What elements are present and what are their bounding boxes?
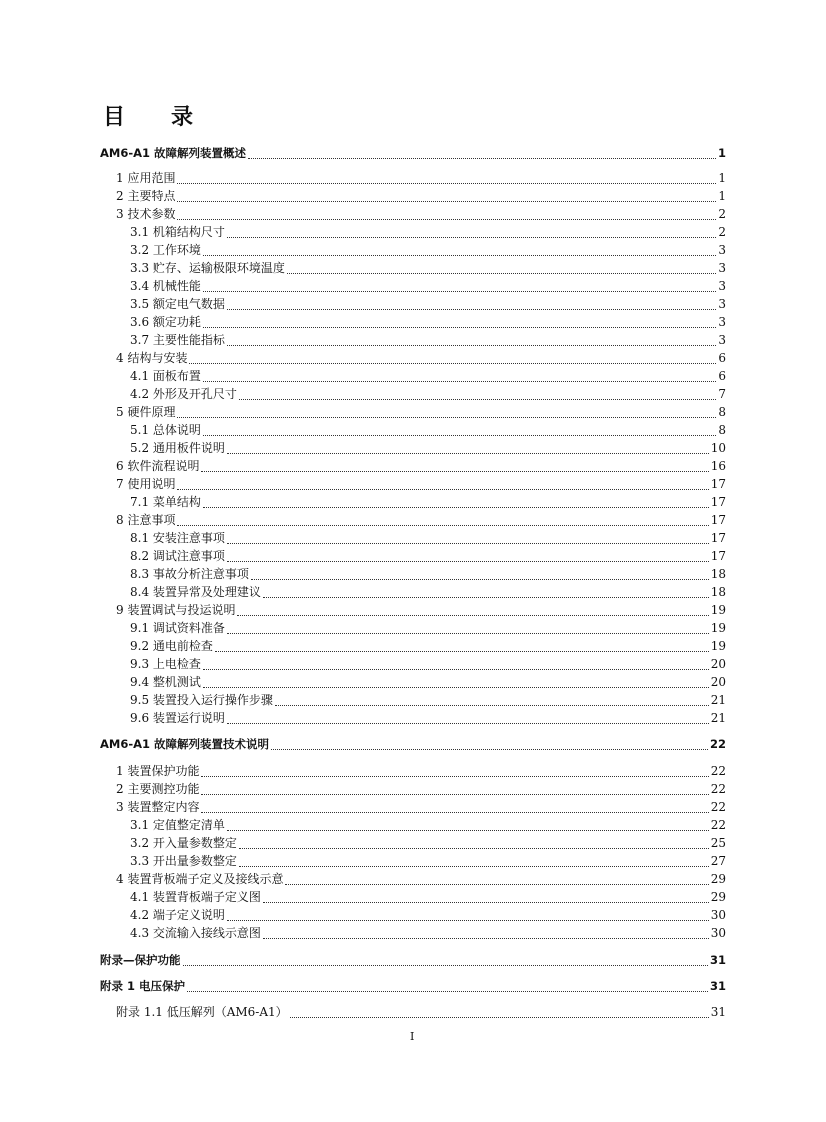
toc-entry-page: 17	[710, 531, 726, 545]
toc-entry[interactable]	[100, 735, 726, 753]
toc-entry-page: 21	[710, 693, 726, 707]
toc-leader-dots	[271, 749, 708, 750]
toc-entry-page: 17	[710, 477, 726, 491]
toc-leader-dots	[187, 991, 708, 992]
toc-entry-page: 3	[718, 243, 726, 257]
toc-entry-label: 7 使用说明	[116, 477, 176, 491]
toc-entry-page: 10	[710, 441, 726, 455]
toc-entry[interactable]	[130, 673, 726, 691]
toc-entry-label: 4 装置背板端子定义及接线示意	[116, 872, 284, 886]
toc-leader-dots	[201, 794, 708, 795]
toc-entry-label: 附录 1 电压保护	[100, 979, 186, 993]
toc-leader-dots	[239, 399, 716, 400]
toc-entry[interactable]	[130, 493, 726, 511]
toc-entry-page: 22	[709, 737, 726, 751]
toc-leader-dots	[237, 615, 708, 616]
toc-entry[interactable]	[100, 951, 726, 969]
toc-entry[interactable]	[130, 924, 726, 942]
toc-leader-dots	[227, 345, 716, 346]
toc-leader-dots	[227, 543, 709, 544]
toc-entry[interactable]	[130, 655, 726, 673]
toc-entry[interactable]	[130, 852, 726, 870]
toc-entry[interactable]	[130, 295, 726, 313]
toc-entry-page: 22	[710, 800, 726, 814]
toc-entry-page: 27	[710, 854, 726, 868]
toc-leader-dots	[183, 965, 708, 966]
toc-entry-label: 9.4 整机测试	[130, 675, 201, 689]
toc-entry-page: 1	[718, 189, 726, 203]
toc-entry-page: 3	[718, 333, 726, 347]
toc-entry-label: 5.1 总体说明	[130, 423, 201, 437]
toc-entry-page: 19	[710, 621, 726, 635]
toc-entry-page: 2	[718, 225, 726, 239]
toc-leader-dots	[263, 597, 709, 598]
toc-entry-label: 3.4 机械性能	[130, 279, 201, 293]
toc-entry[interactable]	[130, 834, 726, 852]
toc-leader-dots	[203, 435, 716, 436]
toc-entry-page: 20	[710, 657, 726, 671]
toc-entry-label: 7.1 菜单结构	[130, 495, 201, 509]
toc-entry[interactable]	[130, 565, 726, 583]
toc-entry-label: 附录—保护功能	[100, 953, 181, 967]
toc-entry-label: 9.6 装置运行说明	[130, 711, 225, 725]
toc-leader-dots	[177, 417, 716, 418]
toc-entry[interactable]	[130, 619, 726, 637]
toc-leader-dots	[201, 812, 708, 813]
toc-entry[interactable]	[130, 259, 726, 277]
toc-entry-page: 31	[709, 953, 726, 967]
toc-entry[interactable]	[116, 457, 726, 475]
toc-entry[interactable]	[116, 169, 726, 187]
toc-entry[interactable]	[116, 762, 726, 780]
toc-entry-page: 16	[710, 459, 726, 473]
toc-entry[interactable]	[116, 1003, 726, 1021]
toc-entry[interactable]	[130, 367, 726, 385]
toc-entry[interactable]	[130, 816, 726, 834]
toc-leader-dots	[215, 651, 709, 652]
toc-entry-page: 18	[710, 567, 726, 581]
toc-entry[interactable]	[130, 385, 726, 403]
toc-entry-page: 7	[718, 387, 726, 401]
toc-entry-page: 18	[710, 585, 726, 599]
toc-entry-label: 4 结构与安装	[116, 351, 188, 365]
toc-entry-label: 5.2 通用板件说明	[130, 441, 225, 455]
toc-entry-label: 3.3 开出量参数整定	[130, 854, 237, 868]
toc-entry[interactable]	[130, 547, 726, 565]
toc-entry[interactable]	[116, 475, 726, 493]
toc-leader-dots	[189, 363, 716, 364]
toc-leader-dots	[227, 309, 716, 310]
toc-leader-dots	[290, 1017, 709, 1018]
toc-leader-dots	[203, 687, 709, 688]
toc-entry[interactable]	[130, 709, 726, 727]
toc-entry[interactable]	[116, 798, 726, 816]
toc-leader-dots	[251, 579, 709, 580]
toc-entry[interactable]	[130, 331, 726, 349]
toc-entry-label: 8.3 事故分析注意事项	[130, 567, 249, 581]
toc-entry-label: 4.3 交流输入接线示意图	[130, 926, 261, 940]
toc-entry-page: 30	[710, 926, 726, 940]
toc-entry-label: 9.1 调试资料准备	[130, 621, 225, 635]
toc-entry-label: 4.2 端子定义说明	[130, 908, 225, 922]
toc-entry-page: 3	[718, 261, 726, 275]
toc-entry-page: 19	[710, 639, 726, 653]
toc-entry-label: 3.2 开入量参数整定	[130, 836, 237, 850]
toc-leader-dots	[227, 561, 709, 562]
toc-leader-dots	[177, 219, 716, 220]
toc-leader-dots	[263, 902, 709, 903]
toc-leader-dots	[263, 938, 709, 939]
toc-entry[interactable]	[116, 870, 726, 888]
toc-leader-dots	[227, 830, 709, 831]
toc-entry-label: 9.2 通电前检查	[130, 639, 213, 653]
toc-leader-dots	[227, 723, 709, 724]
toc-leader-dots	[203, 327, 716, 328]
toc-leader-dots	[203, 255, 716, 256]
toc-entry-label: 6 软件流程说明	[116, 459, 200, 473]
toc-entry-label: AM6-A1 故障解列装置技术说明	[100, 737, 270, 751]
toc-entry-label: 3.2 工作环境	[130, 243, 201, 257]
toc-entry-label: 2 主要测控功能	[116, 782, 200, 796]
toc-leader-dots	[177, 525, 708, 526]
page-number: I	[410, 1030, 415, 1043]
toc-entry[interactable]	[130, 529, 726, 547]
toc-entry-label: 9 装置调试与投运说明	[116, 603, 236, 617]
toc-entry-label: 附录 1.1 低压解列（AM6-A1）	[116, 1005, 288, 1019]
toc-leader-dots	[203, 507, 709, 508]
toc-entry[interactable]	[130, 241, 726, 259]
toc-leader-dots	[227, 633, 709, 634]
toc-leader-dots	[201, 471, 708, 472]
toc-entry[interactable]	[130, 223, 726, 241]
toc-entry-label: 1 应用范围	[116, 171, 176, 185]
toc-entry-page: 3	[718, 315, 726, 329]
toc-entry[interactable]	[130, 583, 726, 601]
toc-entry-label: 4.2 外形及开孔尺寸	[130, 387, 237, 401]
toc-entry-page: 8	[718, 423, 726, 437]
toc-entry-page: 31	[709, 979, 726, 993]
toc-entry[interactable]	[130, 906, 726, 924]
toc-leader-dots	[203, 381, 716, 382]
toc-entry-page: 1	[717, 146, 726, 160]
toc-entry-page: 17	[710, 549, 726, 563]
toc-entry-label: 4.1 装置背板端子定义图	[130, 890, 261, 904]
toc-entry[interactable]	[130, 439, 726, 457]
toc-entry-label: AM6-A1 故障解列装置概述	[100, 146, 247, 160]
toc-leader-dots	[177, 489, 708, 490]
toc-leader-dots	[227, 453, 709, 454]
page-title: 目 录	[103, 105, 206, 130]
toc-entry[interactable]	[130, 637, 726, 655]
toc-entry-page: 30	[710, 908, 726, 922]
toc-leader-dots	[203, 291, 716, 292]
toc-entry-page: 22	[710, 782, 726, 796]
toc-entry[interactable]	[100, 144, 726, 162]
toc-entry[interactable]	[116, 601, 726, 619]
toc-entry-page: 22	[710, 818, 726, 832]
toc-entry-page: 6	[718, 369, 726, 383]
toc-entry-label: 3 装置整定内容	[116, 800, 200, 814]
toc-leader-dots	[239, 866, 709, 867]
toc-entry[interactable]	[116, 403, 726, 421]
toc-entry-page: 1	[718, 171, 726, 185]
toc-entry-page: 22	[710, 764, 726, 778]
toc-entry-page: 17	[710, 513, 726, 527]
toc-entry-label: 3.1 定值整定清单	[130, 818, 225, 832]
toc-entry-label: 3 技术参数	[116, 207, 176, 221]
toc-entry[interactable]	[130, 313, 726, 331]
toc-entry-page: 3	[718, 297, 726, 311]
toc-entry[interactable]	[130, 888, 726, 906]
toc-entry-label: 8 注意事项	[116, 513, 176, 527]
toc-entry-label: 3.3 贮存、运输极限环境温度	[130, 261, 285, 275]
toc-entry[interactable]	[100, 977, 726, 995]
toc-entry-label: 8.4 装置异常及处理建议	[130, 585, 261, 599]
toc-leader-dots	[239, 848, 709, 849]
toc-entry-label: 1 装置保护功能	[116, 764, 200, 778]
toc-entry-page: 19	[710, 603, 726, 617]
toc-entry-label: 4.1 面板布置	[130, 369, 201, 383]
toc-entry[interactable]	[130, 421, 726, 439]
toc-entry-page: 2	[718, 207, 726, 221]
toc-entry[interactable]	[116, 780, 726, 798]
toc-entry-label: 8.2 调试注意事项	[130, 549, 225, 563]
toc-entry-page: 29	[710, 890, 726, 904]
toc-leader-dots	[287, 273, 716, 274]
toc-entry-label: 3.1 机箱结构尺寸	[130, 225, 225, 239]
toc-entry-page: 8	[718, 405, 726, 419]
toc-entry[interactable]	[116, 205, 726, 223]
toc-leader-dots	[248, 158, 716, 159]
toc-leader-dots	[227, 237, 716, 238]
toc-leader-dots	[203, 669, 709, 670]
toc-entry[interactable]	[116, 349, 726, 367]
toc-entry-page: 25	[710, 836, 726, 850]
toc-entry-label: 3.5 额定电气数据	[130, 297, 225, 311]
toc-entry-label: 5 硬件原理	[116, 405, 176, 419]
toc-entry-page: 31	[710, 1005, 726, 1019]
toc-entry-label: 9.5 装置投入运行操作步骤	[130, 693, 273, 707]
toc-entry-page: 29	[710, 872, 726, 886]
toc-entry-page: 20	[710, 675, 726, 689]
toc-leader-dots	[285, 884, 708, 885]
toc-entry-label: 3.6 额定功耗	[130, 315, 201, 329]
toc-leader-dots	[177, 201, 716, 202]
toc-entry-page: 3	[718, 279, 726, 293]
toc-entry[interactable]	[116, 187, 726, 205]
toc-entry-label: 3.7 主要性能指标	[130, 333, 225, 347]
toc-entry[interactable]	[130, 691, 726, 709]
toc-entry-label: 8.1 安装注意事项	[130, 531, 225, 545]
toc-leader-dots	[275, 705, 709, 706]
toc-entry-page: 6	[718, 351, 726, 365]
toc-leader-dots	[201, 776, 708, 777]
toc-leader-dots	[227, 920, 709, 921]
toc-entry-label: 9.3 上电检查	[130, 657, 201, 671]
toc-entry-page: 21	[710, 711, 726, 725]
toc-leader-dots	[177, 183, 716, 184]
toc-entry-page: 17	[710, 495, 726, 509]
toc-entry[interactable]	[130, 277, 726, 295]
toc-entry[interactable]	[116, 511, 726, 529]
toc-entry-label: 2 主要特点	[116, 189, 176, 203]
